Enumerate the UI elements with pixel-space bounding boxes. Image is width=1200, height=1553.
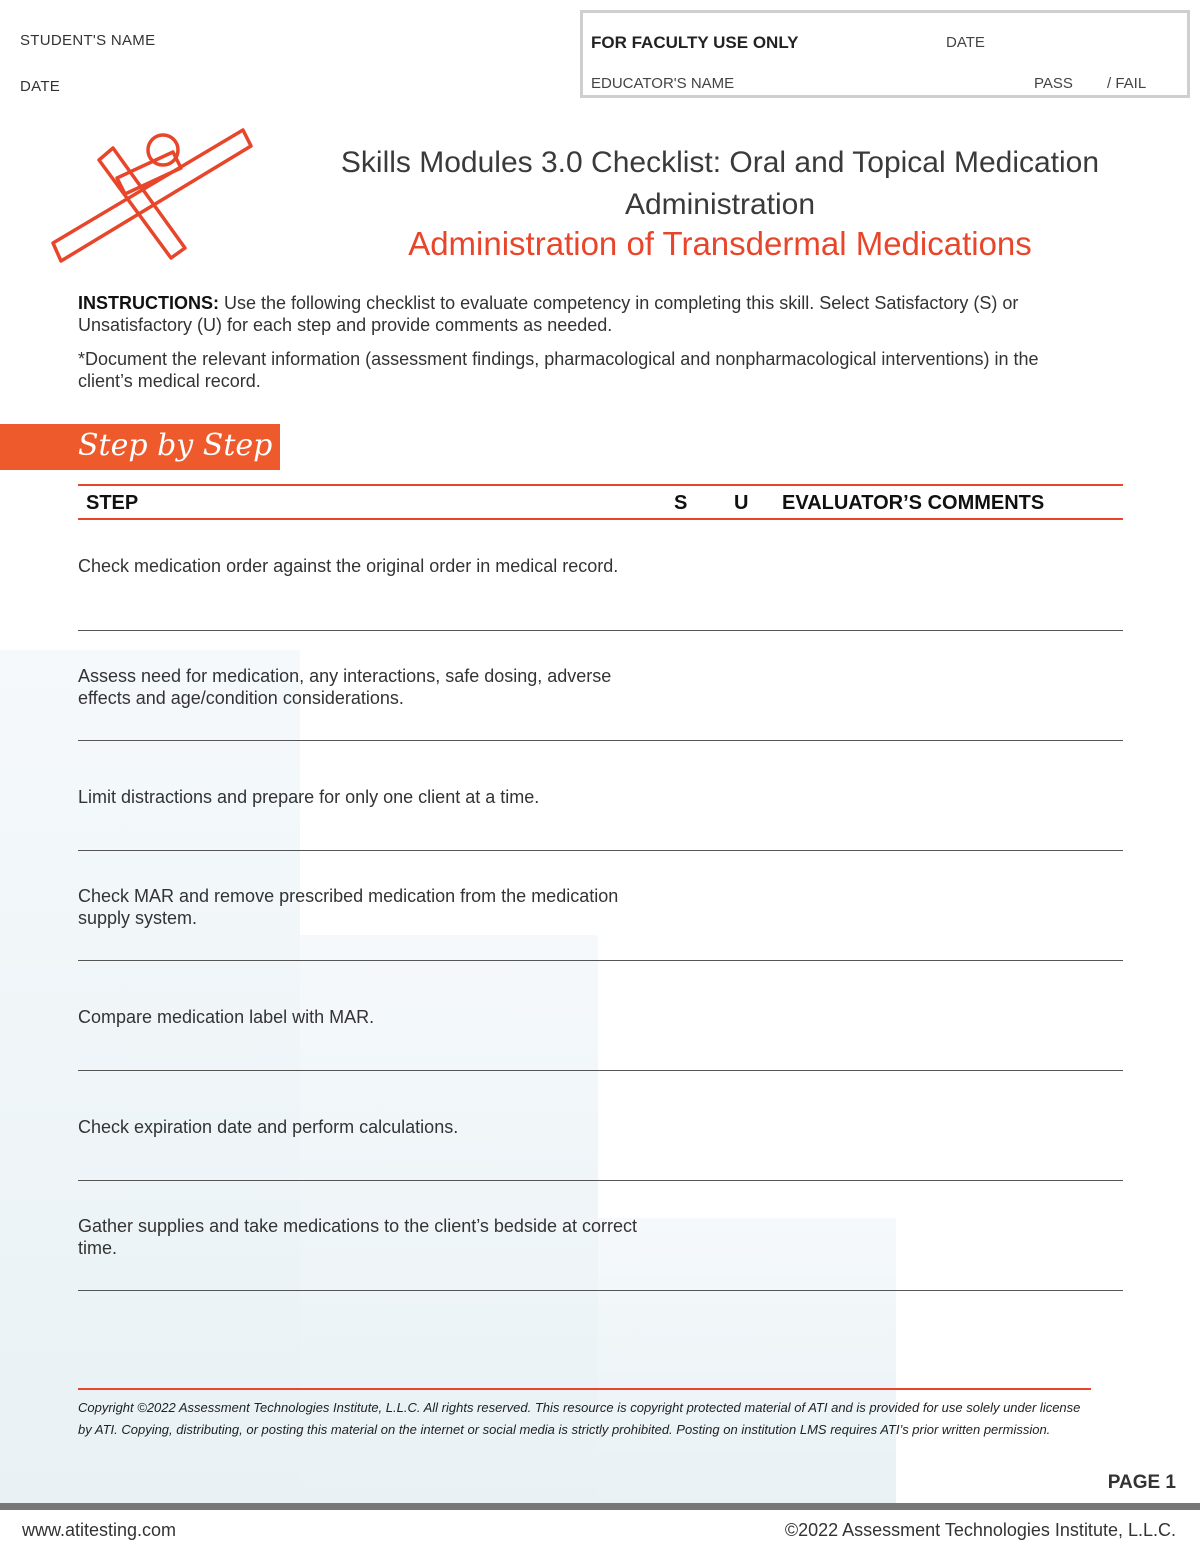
column-header-s: S xyxy=(674,492,688,514)
page-title: Skills Modules 3.0 Checklist: Oral and Topical Medication Administration xyxy=(340,146,1100,221)
table-row xyxy=(78,521,1123,631)
page-subtitle: Administration of Transdermal Medications xyxy=(408,225,1032,262)
educator-name-label: EDUCATOR'S NAME xyxy=(591,75,735,92)
step-text: Compare medication label with MAR. xyxy=(78,1007,375,1027)
pass-label: PASS xyxy=(1034,75,1073,92)
ati-figure-logo-icon xyxy=(45,118,285,268)
section-banner-label: Step by Step xyxy=(78,428,273,463)
documentation-note: *Document the relevant information (assessment findings, pharmacological and nonpharmacological interventions) in the client’s medical record. xyxy=(78,349,1039,391)
date-label: DATE xyxy=(20,78,61,95)
instructions-paragraph xyxy=(78,292,1078,336)
instructions-label: INSTRUCTIONS: xyxy=(78,293,219,313)
column-header-u: U xyxy=(734,492,749,514)
step-text: Check expiration date and perform calculations. xyxy=(78,1117,459,1137)
table-row xyxy=(78,851,1123,961)
section-banner xyxy=(0,424,280,470)
step-text: Gather supplies and take medications to the client’s bedside at correct time. xyxy=(78,1216,637,1258)
website-link[interactable]: www.atitesting.com xyxy=(22,1520,177,1540)
table-row xyxy=(78,1071,1123,1181)
copyright-notice: Copyright ©2022 Assessment Technologies Institute, L.L.C. All rights reserved. This resource is copyright protected material of ATI and is provided for use solely under license by ATI. Copying, distributing, or posting this material on the internet or social media is strictly prohibited. Posting on institution LMS requires ATI’s prior written permission. xyxy=(78,1388,1091,1441)
faculty-box xyxy=(580,10,1190,98)
footer-divider xyxy=(0,1503,1200,1510)
student-name-label: STUDENT'S NAME xyxy=(20,32,156,49)
step-text: Limit distractions and prepare for only one client at a time. xyxy=(78,787,540,807)
column-header-comments: EVALUATOR’S COMMENTS xyxy=(782,492,1045,514)
table-row xyxy=(78,1181,1123,1291)
page-number: PAGE 1 xyxy=(1107,1472,1176,1493)
faculty-title: FOR FACULTY USE ONLY xyxy=(591,33,799,52)
table-row xyxy=(78,741,1123,851)
table-row xyxy=(78,631,1123,741)
step-text: Assess need for medication, any interactions, safe dosing, adverse effects and age/condition considerations. xyxy=(78,666,612,708)
step-text: Check MAR and remove prescribed medication from the medication supply system. xyxy=(78,886,619,928)
step-text: Check medication order against the original order in medical record. xyxy=(78,556,619,576)
faculty-date-label: DATE xyxy=(946,34,985,51)
fail-label: / FAIL xyxy=(1107,75,1147,92)
table-header xyxy=(78,484,1123,520)
table-row xyxy=(78,961,1123,1071)
column-header-step: STEP xyxy=(86,492,139,514)
instructions-text: Use the following checklist to evaluate competency in completing this skill. Select Satisfactory (S) or Unsatisfactory (U) for each step and provide comments as needed. xyxy=(78,293,1019,335)
instructions xyxy=(78,292,1078,404)
company-copyright: ©2022 Assessment Technologies Institute, L.L.C. xyxy=(784,1520,1176,1540)
